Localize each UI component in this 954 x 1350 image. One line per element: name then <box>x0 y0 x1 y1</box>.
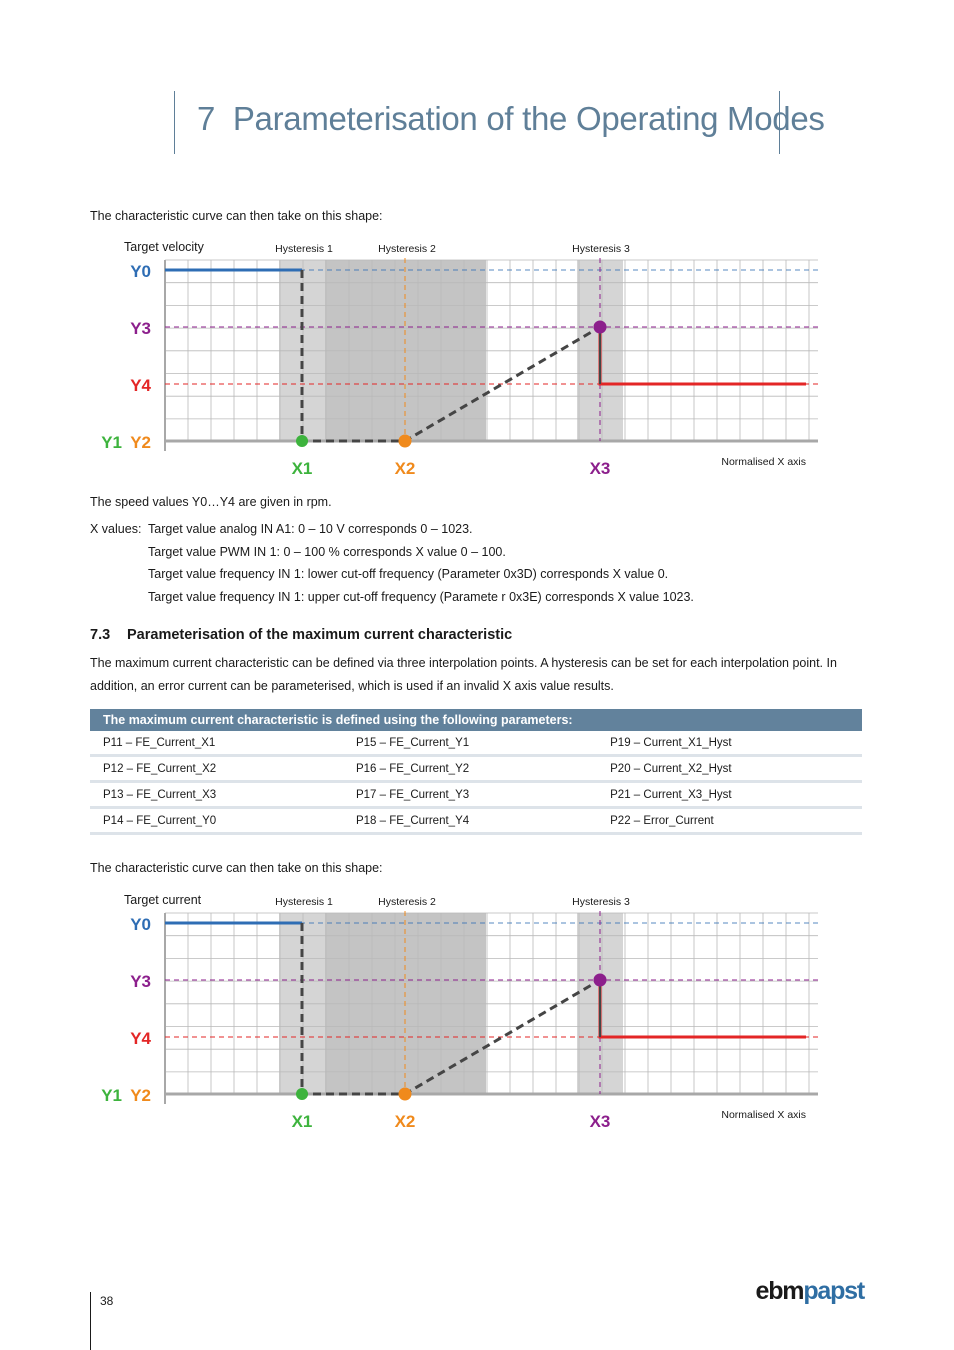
curve-intro-2: The characteristic curve can then take on this shape: <box>90 861 383 875</box>
table-cell: P14 – FE_Current_Y0 <box>90 808 341 834</box>
x-tick-label: X1 <box>291 459 313 478</box>
hysteresis-label: Hysteresis 1 <box>275 896 333 908</box>
y-tick-label: Y3 <box>130 319 151 338</box>
table-cell: P15 – FE_Current_Y1 <box>341 731 595 756</box>
table-row <box>90 782 862 808</box>
y-tick-label: Y2 <box>130 433 151 452</box>
chapter-bar-left <box>174 91 175 154</box>
curve-segment-y4 <box>600 980 806 1037</box>
table-cell: P17 – FE_Current_Y3 <box>341 782 595 808</box>
table-cell: P21 – Current_X3_Hyst <box>596 782 862 808</box>
section-number: 7.3 <box>90 627 111 643</box>
chapter-title-text: Parameterisation of the Operating Modes <box>232 100 825 137</box>
curve-segment-y4 <box>600 327 806 384</box>
curve-intro-1: The characteristic curve can then take on this shape: <box>90 209 383 223</box>
page-number: 38 <box>100 1294 114 1308</box>
x-tick-label: X2 <box>394 459 416 478</box>
y-axis-title: Target velocity <box>124 240 204 254</box>
interpolation-point-x3 <box>594 321 607 334</box>
x-tick-label: X1 <box>291 1112 313 1131</box>
interpolation-point-x1 <box>296 1088 308 1100</box>
hysteresis-label: Hysteresis 3 <box>572 896 630 908</box>
parameter-table <box>90 709 862 835</box>
x-axis-title: Normalised X axis <box>721 456 806 468</box>
x-tick-label: X3 <box>589 1112 611 1131</box>
y-tick-label: Y1 <box>101 1086 122 1105</box>
hysteresis-label: Hysteresis 3 <box>572 243 630 255</box>
y-tick-label: Y4 <box>130 376 151 395</box>
table-row <box>90 808 862 834</box>
section-heading <box>90 627 512 643</box>
logo-part1: ebm <box>755 1277 804 1305</box>
x-values-line: Target value frequency IN 1: lower cut-off frequency (Parameter 0x3D) corresponds X value 0. <box>148 567 669 581</box>
footer-bar <box>90 1292 91 1350</box>
logo-part2: papst <box>803 1277 864 1305</box>
interpolation-point-x3 <box>594 974 607 987</box>
x-values-label: X values: <box>90 522 142 536</box>
x-axis-title: Normalised X axis <box>721 1109 806 1121</box>
chart-2 <box>0 883 954 1133</box>
table-cell: P18 – FE_Current_Y4 <box>341 808 595 834</box>
hysteresis-label: Hysteresis 1 <box>275 243 333 255</box>
x-tick-label: X3 <box>589 459 611 478</box>
x-values-line: Target value frequency IN 1: upper cut-off frequency (Paramete r 0x3E) corresponds X value 1023. <box>148 590 694 604</box>
chart-1 <box>0 230 954 480</box>
y-tick-label: Y0 <box>130 915 151 934</box>
table-row <box>90 731 862 756</box>
y-axis-title: Target current <box>124 893 202 907</box>
section-title: Parameterisation of the maximum current characteristic <box>127 627 513 643</box>
table-row <box>90 756 862 782</box>
chapter-title <box>197 100 825 138</box>
y-tick-label: Y2 <box>130 1086 151 1105</box>
hysteresis-label: Hysteresis 2 <box>378 896 436 908</box>
interpolation-point-x2 <box>399 1088 412 1101</box>
y-tick-label: Y1 <box>101 433 122 452</box>
table-cell: P12 – FE_Current_X2 <box>90 756 341 782</box>
interpolation-point-x1 <box>296 435 308 447</box>
table-cell: P11 – FE_Current_X1 <box>90 731 341 756</box>
table-cell: P19 – Current_X1_Hyst <box>596 731 862 756</box>
x-values-line: Target value analog IN A1: 0 – 10 V corresponds 0 – 1023. <box>148 522 473 536</box>
section-paragraph: The maximum current characteristic can be defined via three interpolation points. A hysteresis can be set for each interpolation point. In addition, an error current can be parameterised, which is used if an invalid X axis value results. <box>90 656 837 693</box>
table-cell: P22 – Error_Current <box>596 808 862 834</box>
table-header: The maximum current characteristic is defined using the following parameters: <box>90 709 862 731</box>
y-tick-label: Y0 <box>130 262 151 281</box>
table-cell: P20 – Current_X2_Hyst <box>596 756 862 782</box>
y-tick-label: Y4 <box>130 1029 151 1048</box>
x-values-line: Target value PWM IN 1: 0 – 100 % corresponds X value 0 – 100. <box>148 545 506 559</box>
x-tick-label: X2 <box>394 1112 416 1131</box>
chapter-number: 7 <box>197 100 216 137</box>
y-tick-label: Y3 <box>130 972 151 991</box>
table-cell: P16 – FE_Current_Y2 <box>341 756 595 782</box>
speed-note: The speed values Y0…Y4 are given in rpm. <box>90 495 332 509</box>
ebmpapst-logo <box>756 1277 865 1306</box>
interpolation-point-x2 <box>399 435 412 448</box>
table-cell: P13 – FE_Current_X3 <box>90 782 341 808</box>
hysteresis-label: Hysteresis 2 <box>378 243 436 255</box>
